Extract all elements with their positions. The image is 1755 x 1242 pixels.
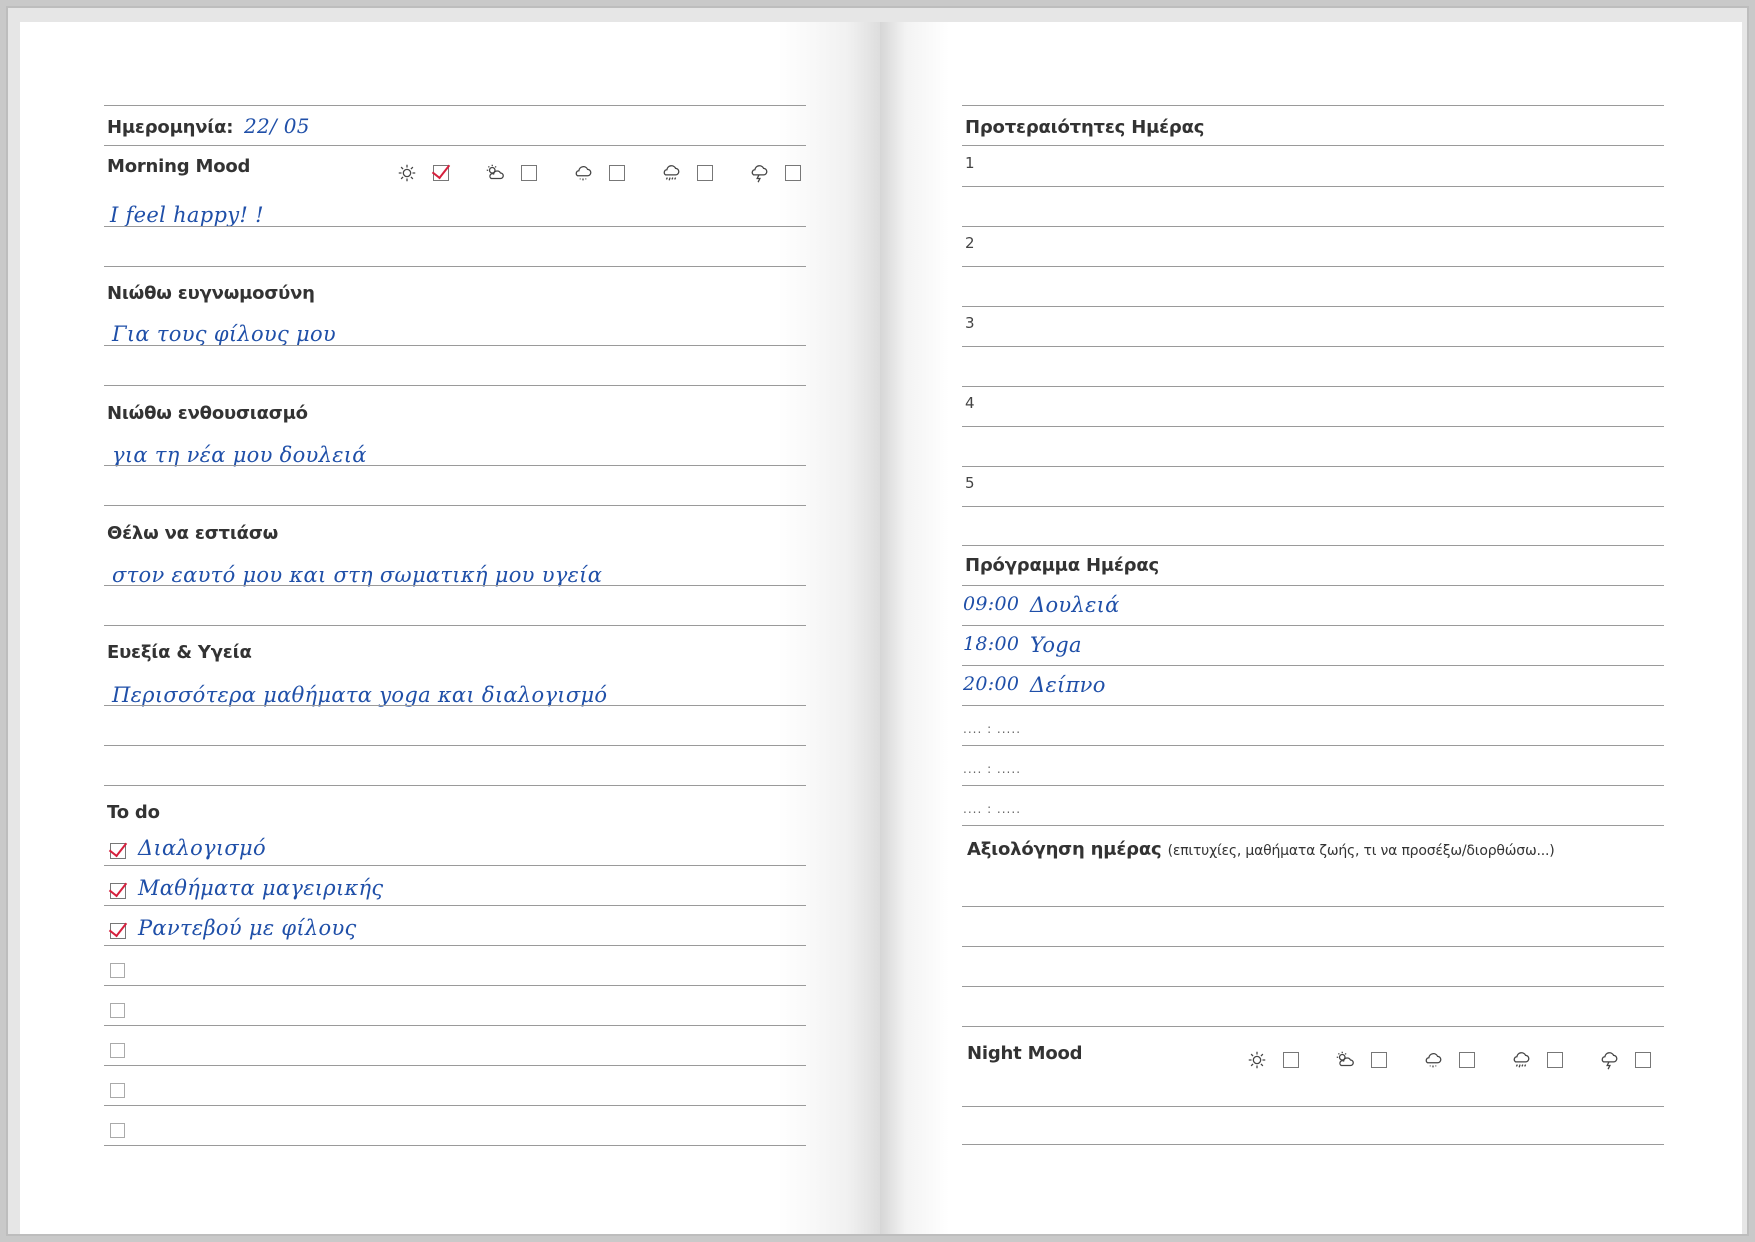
rule: [104, 985, 806, 986]
todo-checkbox[interactable]: [110, 1003, 125, 1018]
rule: [962, 825, 1664, 826]
left-page: [20, 22, 882, 1234]
cloud-drizzle-checkbox[interactable]: [1459, 1052, 1475, 1068]
diary-spread: [6, 6, 1749, 1236]
enthusiasm-value[interactable]: για τη νέα μου δουλειά: [112, 443, 367, 467]
sun-checkbox[interactable]: [433, 165, 449, 181]
cloud-storm-checkbox[interactable]: [785, 165, 801, 181]
rule: [962, 266, 1664, 267]
schedule-time[interactable]: .... : .....: [963, 802, 1022, 816]
sun-cloud-icon: [1334, 1049, 1356, 1071]
sun-checkbox[interactable]: [1283, 1052, 1299, 1068]
rule: [962, 745, 1664, 746]
rule: [104, 945, 806, 946]
cloud-rain-checkbox[interactable]: [697, 165, 713, 181]
schedule-label: Πρόγραμμα Ημέρας: [965, 555, 1160, 576]
priority-number: 3: [965, 314, 975, 332]
cloud-storm-icon: [1598, 1049, 1620, 1071]
morning-mood-note[interactable]: I feel happy! !: [110, 203, 264, 227]
enthusiasm-label: Νιώθω ενθουσιασμό: [107, 403, 308, 424]
schedule-time[interactable]: 20:00: [963, 673, 1020, 695]
schedule-task[interactable]: Δείπνο: [1030, 673, 1106, 697]
priority-number: 4: [965, 394, 975, 412]
schedule-task[interactable]: Yoga: [1030, 633, 1082, 657]
review-hint: (επιτυχίες, μαθήματα ζωής, τι να προσέξω/διορθώσω...): [1167, 843, 1555, 859]
priorities-label: Προτεραιότητες Ημέρας: [965, 117, 1205, 138]
focus-value[interactable]: στον εαυτό μου και στη σωματική μου υγεία: [112, 563, 603, 587]
rule: [962, 785, 1664, 786]
rule: [962, 386, 1664, 387]
sun-icon: [396, 162, 418, 184]
schedule-time[interactable]: 09:00: [963, 593, 1020, 615]
cloud-drizzle-checkbox[interactable]: [609, 165, 625, 181]
todo-text[interactable]: Ραντεβού με φίλους: [138, 916, 357, 940]
gratitude-label: Νιώθω ευγνωμοσύνη: [107, 283, 315, 304]
date-value[interactable]: 22/ 05: [244, 114, 310, 138]
priority-number: 2: [965, 234, 975, 252]
morning-mood-label: Morning Mood: [107, 156, 251, 177]
rule: [104, 1105, 806, 1106]
rule: [962, 426, 1664, 427]
cloud-storm-checkbox[interactable]: [1635, 1052, 1651, 1068]
todo-text[interactable]: Διαλογισμό: [138, 836, 266, 860]
todo-checkbox[interactable]: [110, 963, 125, 978]
date-label: Ημερομηνία:: [107, 117, 234, 138]
night-mood-label: Night Mood: [967, 1043, 1083, 1064]
sun-cloud-checkbox[interactable]: [521, 165, 537, 181]
rule: [104, 905, 806, 906]
cloud-rain-checkbox[interactable]: [1547, 1052, 1563, 1068]
priority-number: 5: [965, 474, 975, 492]
review-label: [967, 839, 1554, 860]
wellbeing-label: Ευεξία & Υγεία: [107, 642, 252, 663]
rule: [104, 105, 806, 106]
cloud-storm-icon: [748, 162, 770, 184]
cloud-rain-icon: [660, 162, 682, 184]
focus-label: Θέλω να εστιάσω: [107, 523, 279, 544]
rule: [104, 1065, 806, 1066]
rule: [962, 625, 1664, 626]
cloud-drizzle-icon: [1422, 1049, 1444, 1071]
right-page: [880, 22, 1742, 1234]
schedule-time[interactable]: .... : .....: [963, 762, 1022, 776]
rule: [962, 705, 1664, 706]
cloud-rain-icon: [1510, 1049, 1532, 1071]
rule: [962, 466, 1664, 467]
rule: [104, 1025, 806, 1026]
rule: [962, 186, 1664, 187]
schedule-time[interactable]: .... : .....: [963, 722, 1022, 736]
rule: [962, 346, 1664, 347]
todo-text[interactable]: Μαθήματα μαγειρικής: [138, 876, 384, 900]
todo-checkbox[interactable]: [110, 843, 126, 859]
todo-checkbox[interactable]: [110, 923, 126, 939]
wellbeing-value[interactable]: Περισσότερα μαθήματα yoga και διαλογισμό: [112, 683, 608, 707]
todo-checkbox[interactable]: [110, 883, 126, 899]
priority-number: 1: [965, 154, 975, 172]
todo-checkbox[interactable]: [110, 1083, 125, 1098]
schedule-time[interactable]: 18:00: [963, 633, 1020, 655]
schedule-task[interactable]: Δουλειά: [1030, 593, 1120, 617]
cloud-drizzle-icon: [572, 162, 594, 184]
todo-label: To do: [107, 802, 160, 823]
rule: [962, 506, 1664, 507]
rule: [962, 306, 1664, 307]
sun-icon: [1246, 1049, 1268, 1071]
review-title: Αξιολόγηση ημέρας: [967, 839, 1162, 860]
rule: [962, 665, 1664, 666]
todo-checkbox[interactable]: [110, 1123, 125, 1138]
gratitude-value[interactable]: Για τους φίλους μου: [112, 322, 336, 346]
rule: [104, 865, 806, 866]
rule: [104, 1145, 806, 1146]
rule: [962, 226, 1664, 227]
rule: [962, 545, 1664, 546]
sun-cloud-checkbox[interactable]: [1371, 1052, 1387, 1068]
rule: [962, 145, 1664, 146]
todo-checkbox[interactable]: [110, 1043, 125, 1058]
sun-cloud-icon: [484, 162, 506, 184]
